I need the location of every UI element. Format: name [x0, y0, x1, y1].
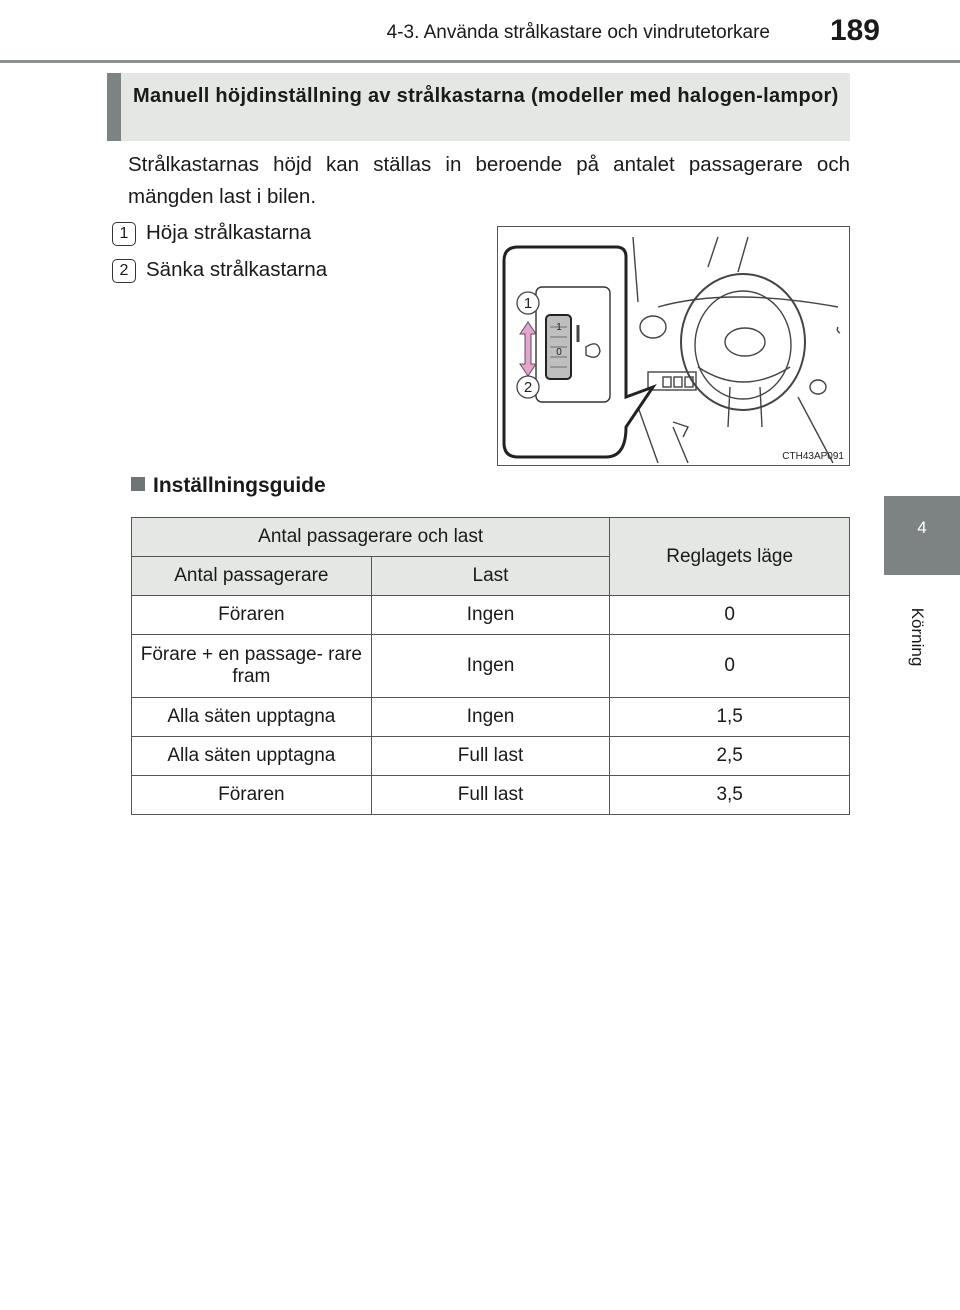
- page-number: 189: [829, 14, 880, 47]
- cell-passengers: Alla säten upptagna: [132, 698, 372, 737]
- header-position: Reglagets läge: [610, 518, 850, 596]
- headlight-leveling-illustration: [497, 226, 850, 466]
- dashboard-drawing: [498, 227, 849, 465]
- subsection-title: Inställningsguide: [153, 474, 326, 497]
- cell-load: Ingen: [371, 596, 610, 635]
- table-row: [132, 635, 850, 698]
- section-title-box: [107, 73, 850, 141]
- settings-table: [131, 517, 850, 815]
- list-item-lower: [112, 258, 327, 283]
- table-row: [132, 737, 850, 776]
- table-row: [132, 698, 850, 737]
- chapter-tab-number: 4: [917, 518, 927, 537]
- cell-passengers: Förare + en passage- rare fram: [132, 635, 372, 698]
- header-load: Last: [371, 557, 610, 596]
- chapter-tab-label-wrap: [907, 592, 927, 682]
- table-row: [132, 776, 850, 815]
- cell-position: 1,5: [610, 698, 850, 737]
- subsection-heading: [131, 474, 326, 498]
- header-divider: [0, 60, 960, 63]
- cell-load: Ingen: [371, 635, 610, 698]
- number-badge-1: 1: [112, 222, 136, 246]
- table-row: [132, 596, 850, 635]
- square-bullet-icon: [131, 477, 145, 491]
- dial-mark-0: 0: [556, 347, 562, 358]
- section-title: Manuell höjdinställning av strålkastarna (modeller med halogen-lampor): [133, 85, 839, 107]
- number-badge-2: 2: [112, 259, 136, 283]
- list-item-text: Sänka strålkastarna: [146, 258, 328, 281]
- cell-load: Ingen: [371, 698, 610, 737]
- callout-1: 1: [523, 295, 533, 312]
- list-item-raise: [112, 221, 311, 246]
- header-title: 4-3. Använda strålkastare och vindrutetorkare: [386, 22, 770, 43]
- cell-position: 0: [610, 635, 850, 698]
- cell-load: Full last: [371, 776, 610, 815]
- cell-passengers: Föraren: [132, 776, 372, 815]
- callout-2: 2: [523, 379, 533, 396]
- cell-position: 0: [610, 596, 850, 635]
- dial-mark-1: 1: [556, 322, 562, 333]
- chapter-tab-label: Körning: [908, 607, 927, 667]
- cell-position: 2,5: [610, 737, 850, 776]
- cell-passengers: Alla säten upptagna: [132, 737, 372, 776]
- cell-passengers: Föraren: [132, 596, 372, 635]
- chapter-tab: [884, 496, 960, 575]
- list-item-text: Höja strålkastarna: [146, 221, 312, 244]
- illustration-code: CTH43AP091: [782, 451, 844, 462]
- cell-load: Full last: [371, 737, 610, 776]
- intro-paragraph: Strålkastarnas höjd kan ställas in beroende på antalet passagerare och mängden last i bilen.: [128, 153, 850, 208]
- header-group: Antal passagerare och last: [132, 518, 610, 557]
- header-passengers: Antal passagerare: [132, 557, 372, 596]
- cell-position: 3,5: [610, 776, 850, 815]
